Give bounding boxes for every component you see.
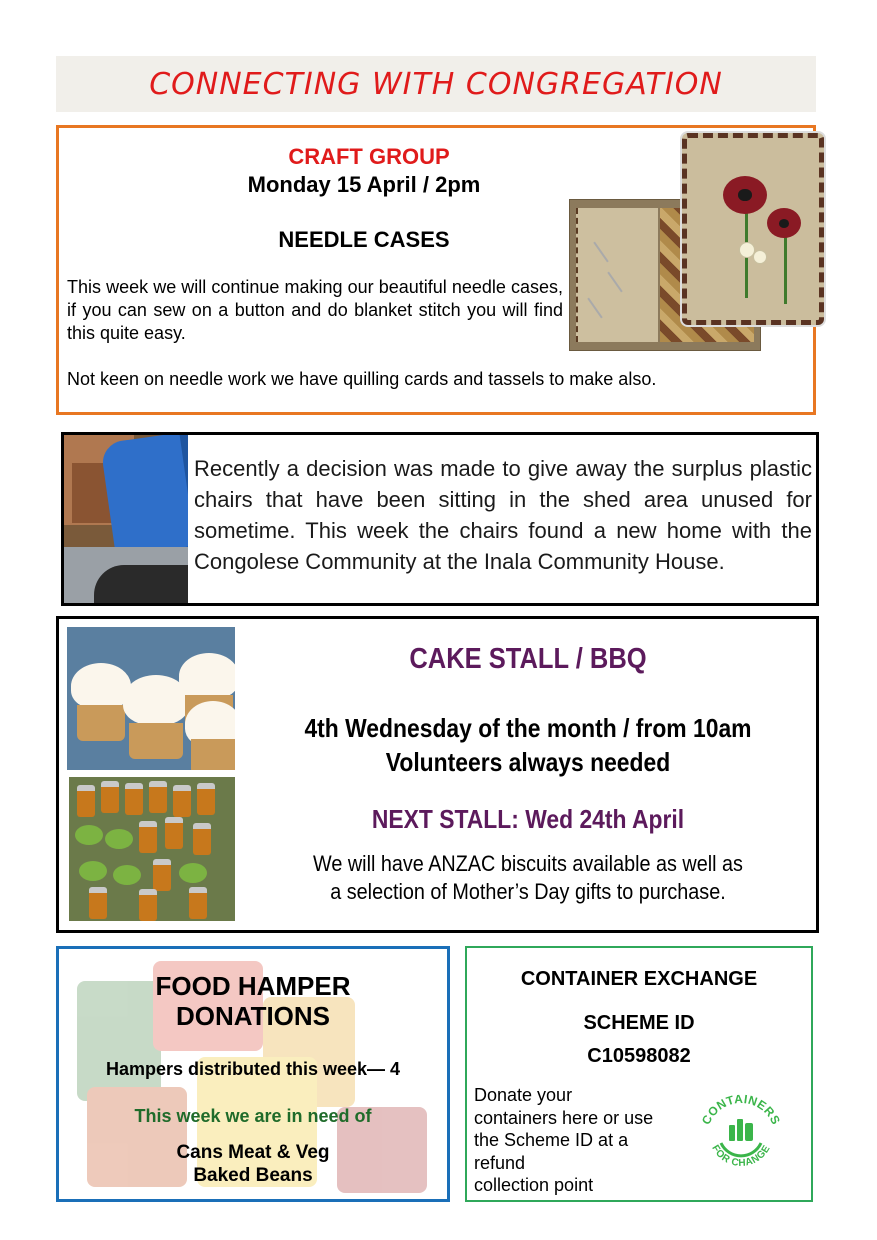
cake-stall-schedule: 4th Wednesday of the month / from 10am [304,713,752,743]
containers-for-change-logo [693,1085,789,1181]
cake-stall-details-line-1: We will have ANZAC biscuits available as well as [313,851,743,876]
scheme-id-label: SCHEME ID [583,1012,695,1034]
craft-group-description: This week we will continue making our beautiful needle cases, if you can sew on a button and do blanket stitch you will find this quite easy. [67,277,563,343]
next-stall-date: NEXT STALL: Wed 24th April [371,804,685,834]
scheme-id-value: C10598082 [587,1045,691,1067]
hamper-title-line-2: DONATIONS [175,1001,331,1031]
page-title: CONNECTING WITH CONGREGATION [149,66,723,102]
svg-text:FOR CHANGE: FOR CHANGE [709,1143,773,1169]
craft-group-subtitle: NEEDLE CASES [278,227,450,252]
container-exchange-section [465,946,813,1202]
hamper-need-label: This week we are in need of [134,1106,372,1126]
preserves-jars-photo [69,777,235,921]
craft-group-date: Monday 15 April / 2pm [247,172,481,197]
header-banner [56,56,816,112]
craft-group-title: CRAFT GROUP [288,144,450,169]
chairs-announcement: Recently a decision was made to give away the surplus plastic chairs that have been sitting in the shed area unused for sometime. This week the chairs found a new home with the Congolese Community at the Inala Community House. [194,456,812,574]
needed-item: Cans Meat & Veg [176,1142,330,1163]
cake-stall-title: CAKE STALL / BBQ [409,643,647,675]
craft-group-section [56,125,816,415]
craft-group-alternative: Not keen on needle work we have quilling cards and tassels to make also. [67,369,657,389]
chairs-section [61,432,819,606]
cake-stall-section [56,616,819,933]
container-exchange-title: CONTAINER EXCHANGE [520,968,758,990]
cupcakes-photo [67,627,235,770]
food-hamper-section [56,946,450,1202]
needed-item: Baked Beans [193,1165,313,1186]
cake-stall-volunteers: Volunteers always needed [385,747,671,777]
hamper-title-line-1: FOOD HAMPER [155,971,351,1001]
needle-case-cover-photo [682,133,824,325]
cake-stall-details-line-2: a selection of Mother’s Day gifts to purchase. [330,879,726,904]
hampers-distributed: Hampers distributed this week— 4 [105,1059,401,1079]
container-exchange-description: Donate your containers here or use the Scheme ID at a refund collection point [474,1085,654,1195]
plastic-chairs-photo [64,435,188,603]
svg-text:CONTAINERS: CONTAINERS [698,1091,784,1127]
